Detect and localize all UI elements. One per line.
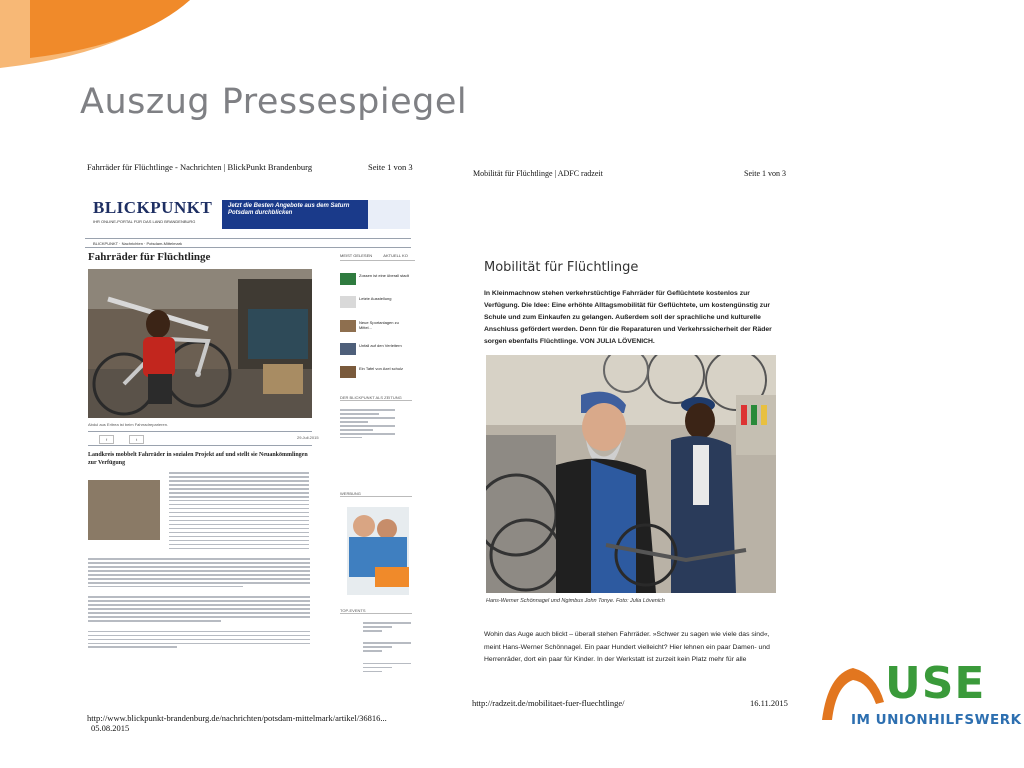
sidebar-item[interactable] xyxy=(340,343,412,355)
breadcrumb: BLICKPUNKT · Nachrichten · Potsdam-Mittelmark xyxy=(93,241,183,246)
ad-banner-text: Jetzt die Besten Angebote aus dem Saturn Potsdam durchblicken xyxy=(228,203,350,216)
sidebar-section-events: TOP-EVENTS xyxy=(340,608,412,614)
sidebar-section-zeitung: DER BLICKPUNKT ALS ZEITUNG xyxy=(340,395,412,401)
article-title: Fahrräder für Flüchtlinge xyxy=(88,251,211,263)
article-body: Wohin das Auge auch blickt – überall stehen Fahrräder. »Schwer zu sagen wie viele das sind«, meint Hans-Werner Schönnagel. Ein paar Hundert vielleicht? Hier lehnen ein paar Damen- und Herrenräder, dort ein paar für Kinder. In der Werkstatt ist zurzeit kein Platz mehr für alle xyxy=(484,631,770,663)
clipping-footer-url: http://radzeit.de/mobilitaet-fuer-fluechtlinge/ xyxy=(472,698,625,708)
slide-title: Auszug Pressespiegel xyxy=(80,82,468,122)
article-date: 29.Juli.2015 xyxy=(297,435,319,440)
clipping-header-title: Fahrräder für Flüchtlinge - Nachrichten | BlickPunkt Brandenburg xyxy=(87,162,313,172)
clipping-header-title: Mobilität für Flüchtlinge | ADFC radzeit xyxy=(473,169,603,178)
sidebar-item[interactable] xyxy=(340,296,412,308)
sidebar-text xyxy=(340,409,395,441)
share-button[interactable]: f xyxy=(99,435,114,444)
blickpunkt-logo-subtitle: IHR ONLINE-PORTAL FÜR DAS LAND BRANDENBURG xyxy=(93,219,196,224)
sidebar-item-label: Ein Tafel von Axel schulz xyxy=(359,366,403,371)
clipping-page-label: Seite 1 von 3 xyxy=(744,169,786,178)
clipping-footer xyxy=(472,698,788,708)
divider xyxy=(88,445,312,446)
sidebar-item-label: Zossen ist eine überall stadt xyxy=(359,273,409,278)
blickpunkt-logo xyxy=(93,198,212,224)
adfc-clipping xyxy=(470,160,790,710)
clipping-footer-date: 16.11.2015 xyxy=(750,698,788,708)
tweet-button[interactable]: t xyxy=(129,435,144,444)
sidebar-item-label: Unfall auf den Verleitern xyxy=(359,343,402,348)
article-body-text-continued xyxy=(88,558,310,650)
sidebar-item-label: Neue Sportanlagen zu Mittel... xyxy=(359,320,399,330)
sidebar-section-werbung: WERBUNG xyxy=(340,491,412,497)
blickpunkt-logo-text: BLICKPUNKT xyxy=(93,198,213,217)
tab-aktuell[interactable]: AKTUELL KO xyxy=(383,253,408,258)
divider xyxy=(85,247,411,248)
clipping-footer-date: 05.08.2015 xyxy=(91,723,130,733)
sidebar-item-label: Letzte Ausstellung xyxy=(359,296,392,301)
sidebar-item[interactable] xyxy=(340,320,412,332)
clipping-page-label: Seite 1 von 3 xyxy=(368,162,413,172)
sidebar-item[interactable] xyxy=(340,366,412,378)
tab-meist-gelesen[interactable]: MEIST GELESEN xyxy=(340,253,373,258)
use-logo-word: USE xyxy=(885,658,986,709)
divider xyxy=(85,238,411,239)
article-lead: In Kleinmachnow stehen verkehrstüchtige Fahrräder für Geflüchtete kostenlos zur Verfügung. Die Idee: Eine erhöhte Alltagsmobilität für Geflüchtete, um kostengünstig zur Schule und zum Einkaufen zu gelangen. Außerdem soll der sprachliche und kulturelle Anschluss gefördert werden. Denn für die Reparaturen und Verkehrssicherheit der Räder sorgen ebenfalls Flüchtlinge. VON JULIA LÖVENICH. xyxy=(484,290,772,345)
sidebar-ad[interactable] xyxy=(347,507,409,595)
blickpunkt-clipping xyxy=(85,160,415,733)
sidebar xyxy=(340,253,415,261)
ad-banner-graphic xyxy=(368,200,410,229)
article-subheadline: Landkreis mobbelt Fahrräder in sozialen Projekt auf und stellt sie Neuankömmlingen zur Verfügung xyxy=(88,452,308,466)
sidebar-events-list xyxy=(363,622,411,675)
photo-caption: Abdul aus Eritrea ist beim Fahrradreparieren. xyxy=(88,422,169,427)
divider xyxy=(88,431,312,432)
photo-caption: Hans-Werner Schönnagel und Ngimbus John Tonye. Foto: Julia Lövenich xyxy=(486,598,665,604)
ad-banner xyxy=(222,200,410,229)
article-title: Mobilität für Flüchtlinge xyxy=(484,260,639,275)
sidebar-item[interactable] xyxy=(340,273,412,285)
corner-decoration xyxy=(0,0,200,80)
use-logo xyxy=(818,658,1022,730)
article-photo xyxy=(88,269,312,418)
sidebar-tabs xyxy=(340,253,415,261)
article-photo xyxy=(486,355,776,593)
inline-photo xyxy=(88,480,160,540)
clipping-footer-url: http://www.blickpunkt-brandenburg.de/nachrichten/potsdam-mittelmark/artikel/36816... xyxy=(87,713,387,723)
article-body-text xyxy=(169,472,309,552)
use-logo-subtitle: IM UNIONHILFSWERK xyxy=(851,712,1022,728)
clipping-footer xyxy=(87,713,415,733)
